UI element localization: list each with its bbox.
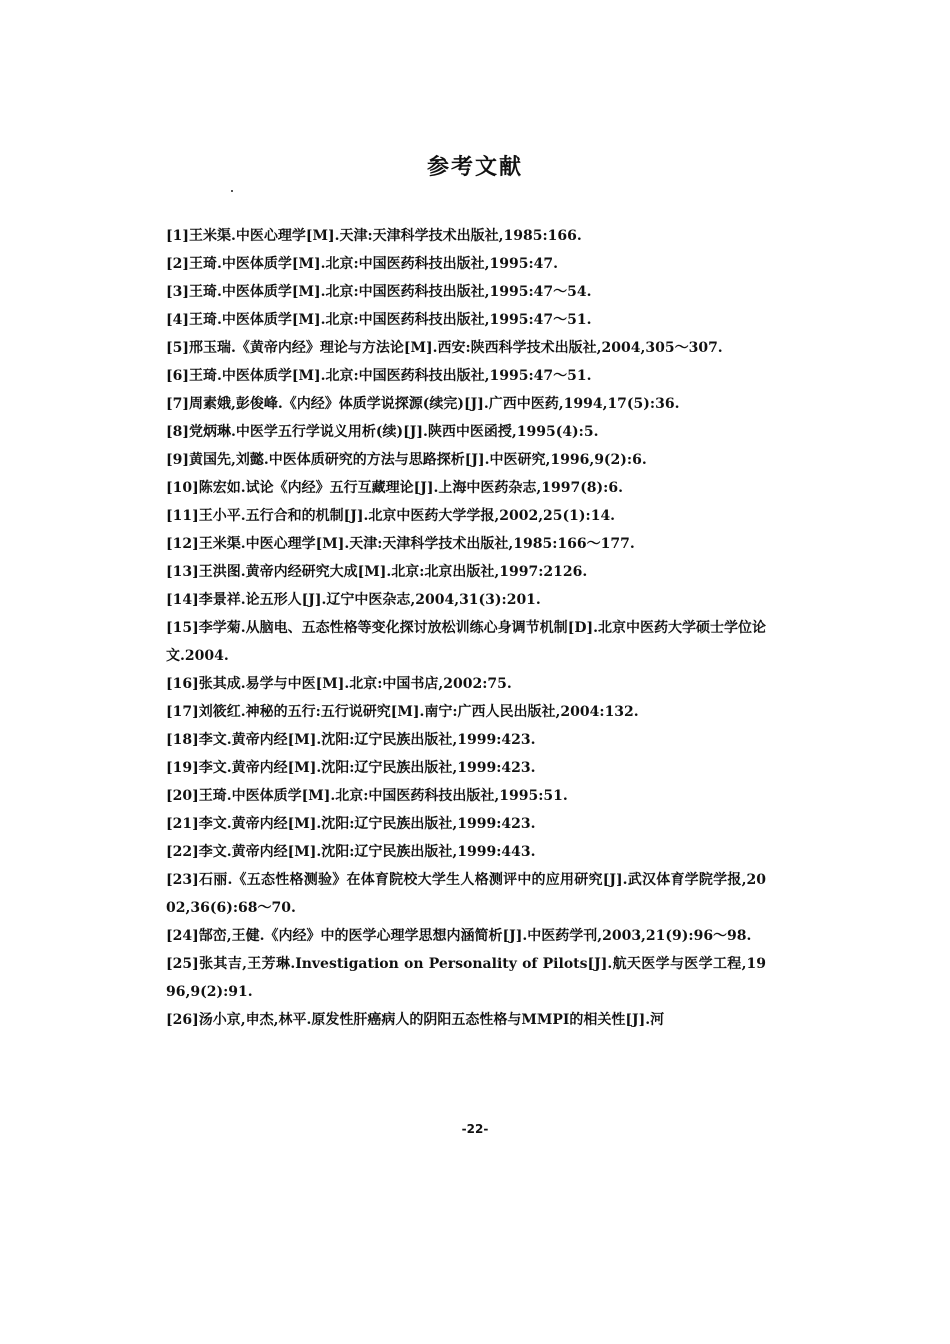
reference-item: [23]石丽.《五态性格测验》在体育院校大学生人格测评中的应用研究[J].武汉体育学院学报,2002,36(6):68～70.: [166, 872, 766, 916]
reference-item: [5]邢玉瑞.《黄帝内经》理论与方法论[M].西安:陕西科学技术出版社,2004,305～307.: [166, 340, 723, 356]
reference-item: [18]李文.黄帝内经[M].沈阳:辽宁民族出版社,1999:423.: [166, 732, 536, 748]
reference-item: [9]黄国先,刘懿.中医体质研究的方法与思路探析[J].中医研究,1996,9(2):6.: [166, 452, 647, 468]
reference-item: [26]汤小京,申杰,林平.原发性肝癌病人的阴阳五态性格与MMPI的相关性[J].河: [166, 1012, 665, 1028]
page-title: 参考文献: [426, 155, 523, 180]
reference-item: [22]李文.黄帝内经[M].沈阳:辽宁民族出版社,1999:443.: [166, 844, 536, 860]
reference-item: [16]张其成.易学与中医[M].北京:中国书店,2002:75.: [166, 676, 512, 692]
reference-item: [19]李文.黄帝内经[M].沈阳:辽宁民族出版社,1999:423.: [166, 760, 536, 776]
reference-item: [14]李景祥.论五形人[J].辽宁中医杂志,2004,31(3):201.: [166, 592, 541, 608]
page-number: -22-: [461, 1122, 489, 1136]
reference-item: [10]陈宏如.试论《内经》五行互藏理论[J].上海中医药杂志,1997(8):6.: [166, 480, 623, 496]
reference-item: [3]王琦.中医体质学[M].北京:中国医药科技出版社,1995:47～54.: [166, 284, 592, 300]
reference-item: [20]王琦.中医体质学[M].北京:中国医药科技出版社,1995:51.: [166, 788, 568, 804]
reference-item: [13]王洪图.黄帝内经研究大成[M].北京:北京出版社,1997:2126.: [166, 564, 588, 580]
scan-speck: [231, 190, 233, 192]
reference-item: [6]王琦.中医体质学[M].北京:中国医药科技出版社,1995:47～51.: [166, 368, 592, 384]
reference-item: [15]李学菊.从脑电、五态性格等变化探讨放松训练心身调节机制[D].北京中医药大学硕士学位论文.2004.: [166, 620, 766, 664]
reference-item: [11]王小平.五行合和的机制[J].北京中医药大学学报,2002,25(1):14.: [166, 508, 616, 524]
reference-item: [1]王米渠.中医心理学[M].天津:天津科学技术出版社,1985:166.: [166, 228, 582, 244]
reference-item: [7]周素娥,彭俊峰.《内经》体质学说探源(续完)[J].广西中医药,1994,17(5):36.: [166, 396, 680, 412]
reference-item: [17]刘筱红.神秘的五行:五行说研究[M].南宁:广西人民出版社,2004:132.: [166, 704, 639, 720]
reference-item: [24]郜峦,王健.《内经》中的医学心理学思想内涵简析[J].中医药学刊,2003,21(9):96～98.: [166, 928, 752, 944]
reference-item: [8]党炳琳.中医学五行学说义用析(续)[J].陕西中医函授,1995(4):5.: [166, 424, 599, 440]
reference-item: [12]王米渠.中医心理学[M].天津:天津科学技术出版社,1985:166～177.: [166, 536, 635, 552]
reference-item: [21]李文.黄帝内经[M].沈阳:辽宁民族出版社,1999:423.: [166, 816, 536, 832]
reference-list: [166, 222, 766, 1034]
reference-item: [25]张其吉,王芳琳.Investigation on Personality of Pilots[J].航天医学与医学工程,1996,9(2):91.: [166, 956, 766, 1000]
reference-item: [2]王琦.中医体质学[M].北京:中国医药科技出版社,1995:47.: [166, 256, 559, 272]
reference-item: [4]王琦.中医体质学[M].北京:中国医药科技出版社,1995:47～51.: [166, 312, 592, 328]
